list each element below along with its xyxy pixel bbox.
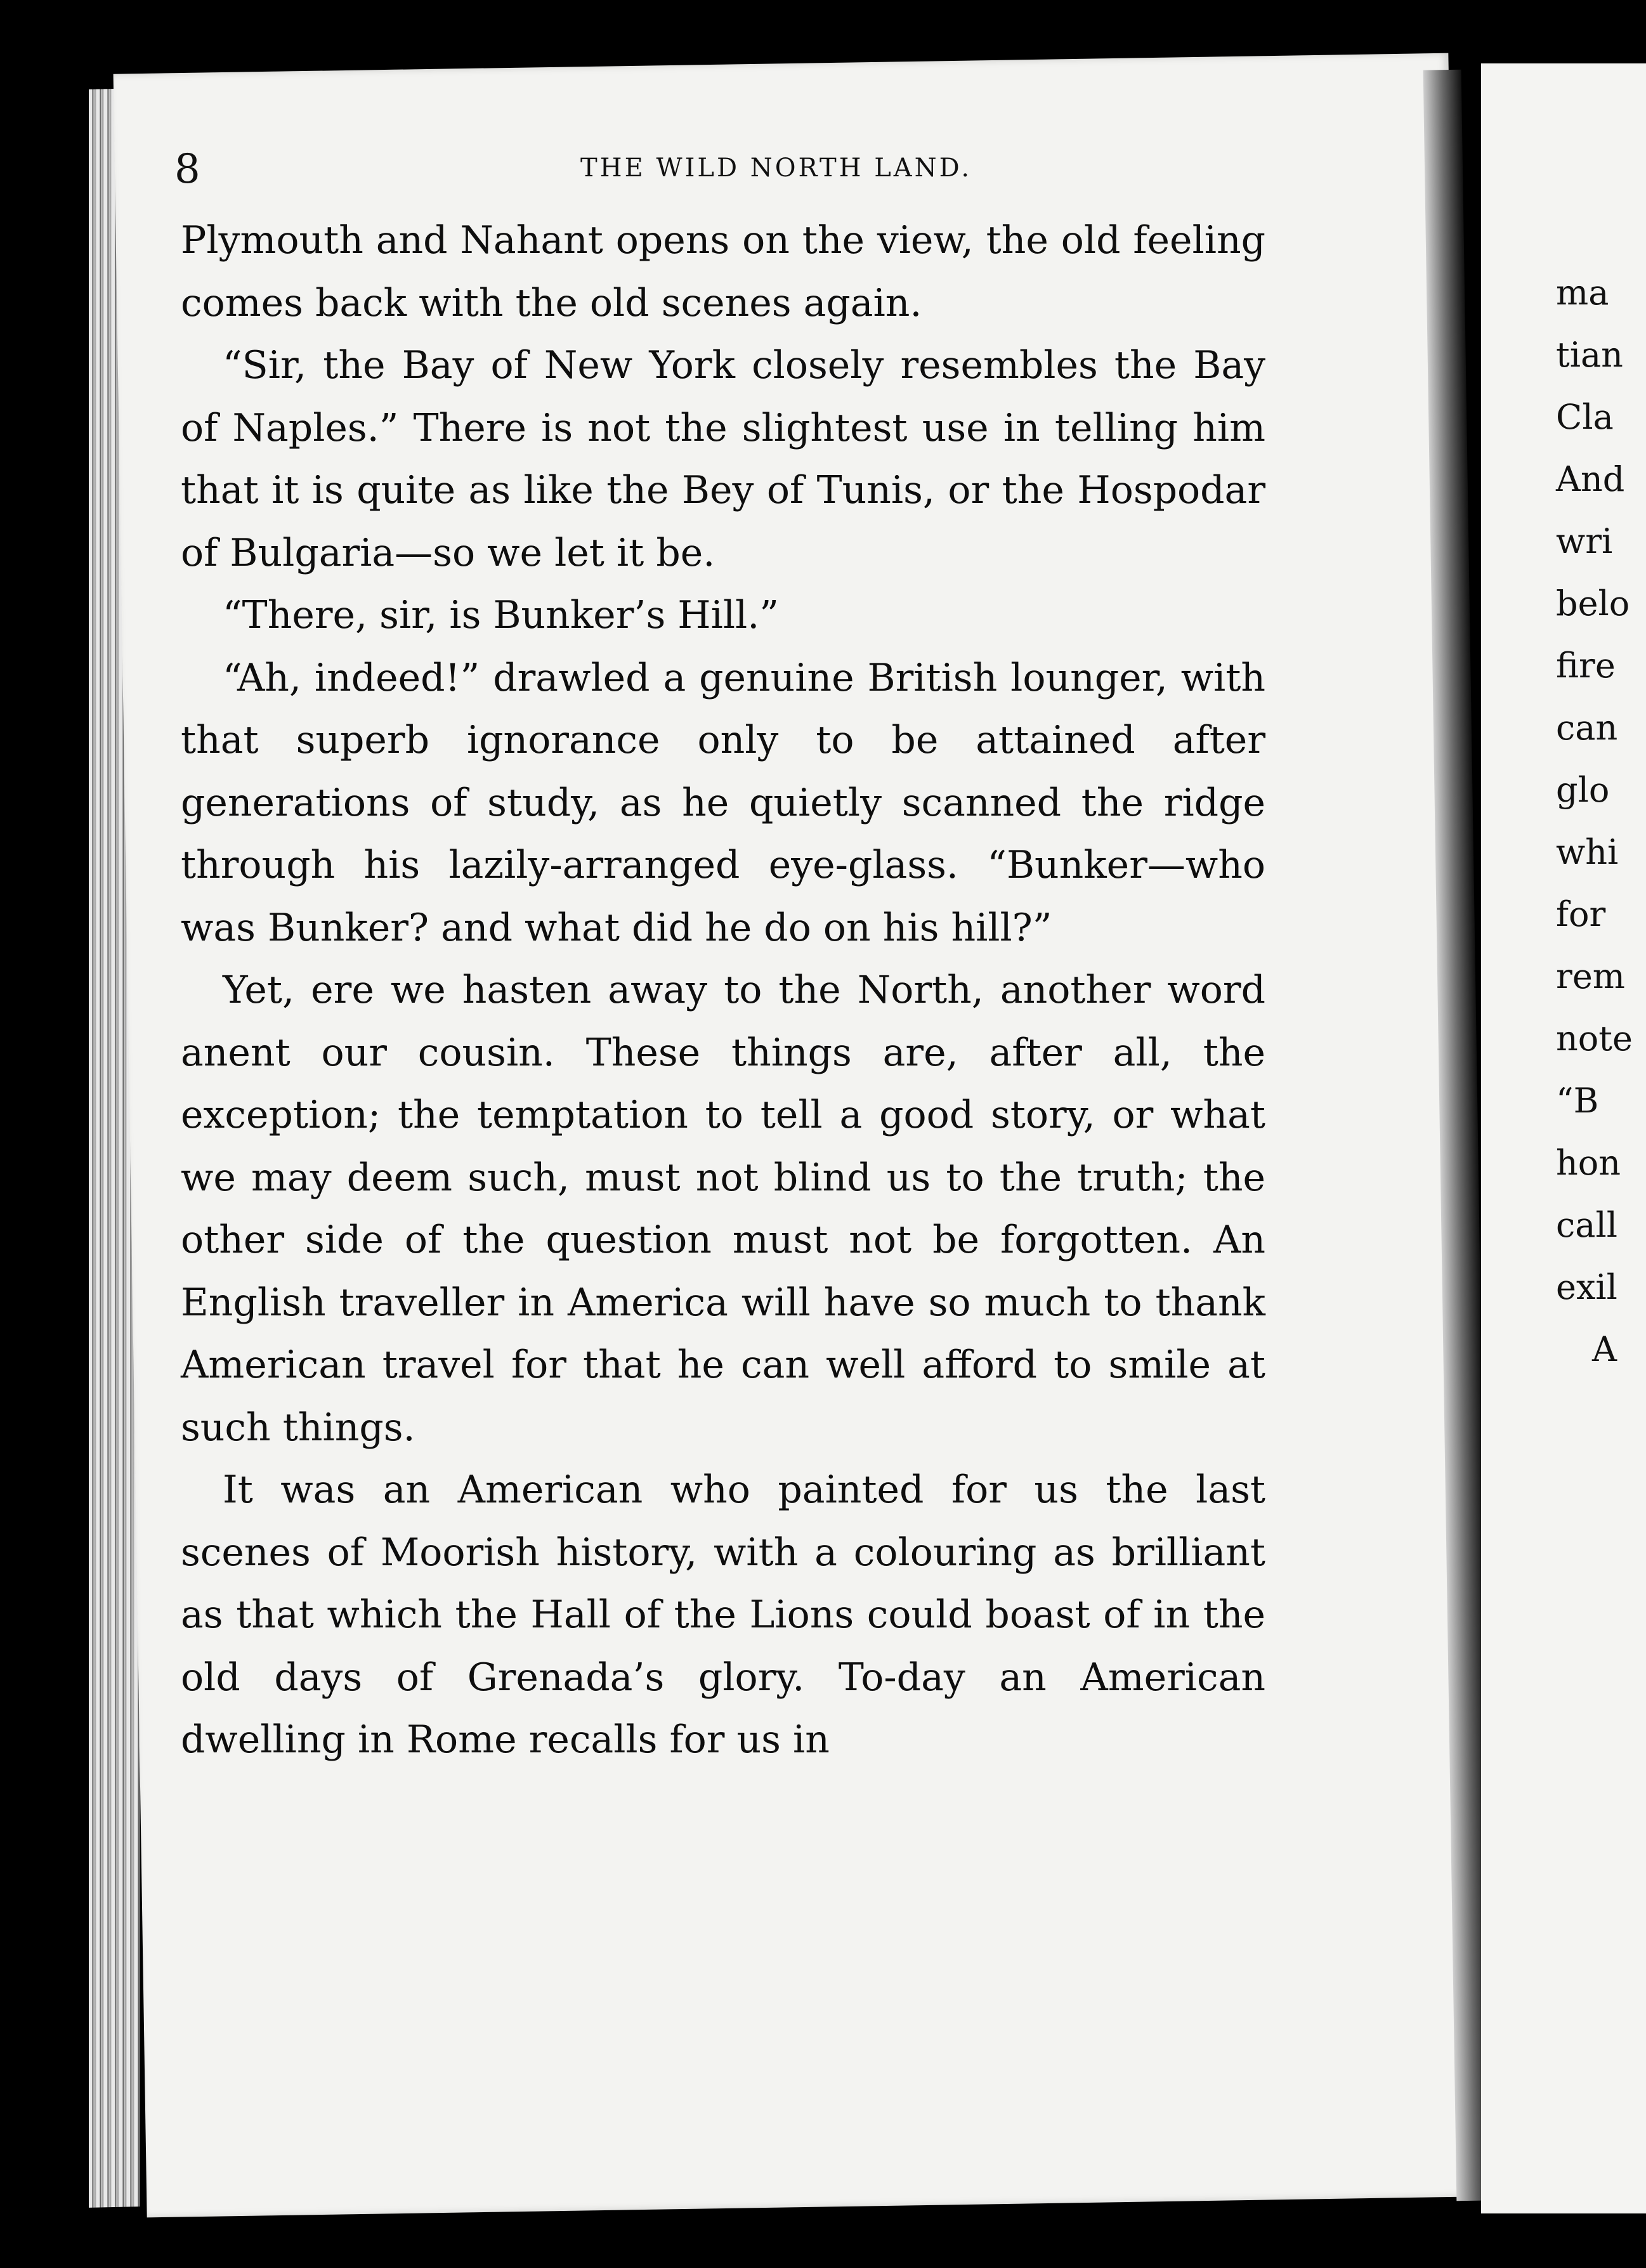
paragraph: “Ah, indeed!” drawled a genuine British lounger, with that superb ignorance only to be attained after generations of study, as he quietly scanned the ridge through his lazily-arranged eye-glass. “Bunker—who was Bunker? and what did he do on his hill?”	[181, 655, 1265, 950]
facing-line: belo	[1556, 583, 1630, 623]
paragraph: It was an American who painted for us the last scenes of Moorish history, with a colouring as brilliant as that which the Hall of the Lions could boast of in the old days of Grenada’s glory. To-day an American dwelling in Rome recalls for us in	[181, 1468, 1265, 1762]
facing-line: can	[1556, 708, 1618, 748]
facing-line: wri	[1556, 521, 1613, 561]
facing-line: tian	[1556, 335, 1623, 375]
facing-line: “B	[1556, 1081, 1599, 1121]
facing-line: exil	[1556, 1267, 1617, 1307]
facing-line: call	[1556, 1205, 1617, 1245]
facing-line: glo	[1556, 770, 1610, 810]
facing-line: note	[1556, 1019, 1633, 1059]
facing-line: hon	[1556, 1143, 1621, 1183]
facing-line: whi	[1556, 832, 1619, 872]
paragraph: Yet, ere we hasten away to the North, another word anent our cousin. These things are, after all, the exception; the temptation to tell a good story, or what we may deem such, must not blind us to the truth; the other side of the question must not be forgotten. An English traveller in America will have so much to thank American travel for that he can well afford to smile at such things.	[181, 968, 1265, 1450]
facing-line: fire	[1556, 646, 1616, 686]
paragraph: Plymouth and Nahant opens on the view, the old feeling comes back with the old scenes again.	[181, 218, 1265, 325]
facing-line: for	[1556, 894, 1606, 934]
page-number: 8	[174, 146, 200, 193]
paragraph: “There, sir, is Bunker’s Hill.”	[223, 593, 779, 637]
facing-line: Cla	[1556, 397, 1614, 437]
facing-line: And	[1556, 459, 1625, 499]
running-title: THE WILD NORTH LAND.	[580, 153, 972, 183]
page-header	[174, 146, 1329, 197]
facing-page-fragment	[1481, 63, 1646, 2213]
facing-line: A	[1592, 1329, 1617, 1369]
body-text	[181, 209, 1265, 1771]
facing-line: rem	[1556, 956, 1625, 996]
facing-line: ma	[1556, 273, 1609, 313]
paragraph: “Sir, the Bay of New York closely resembles the Bay of Naples.” There is not the slightest use in telling him that it is quite as like the Bey of Tunis, or the Hospodar of Bulgaria—so we let it be.	[181, 343, 1265, 575]
